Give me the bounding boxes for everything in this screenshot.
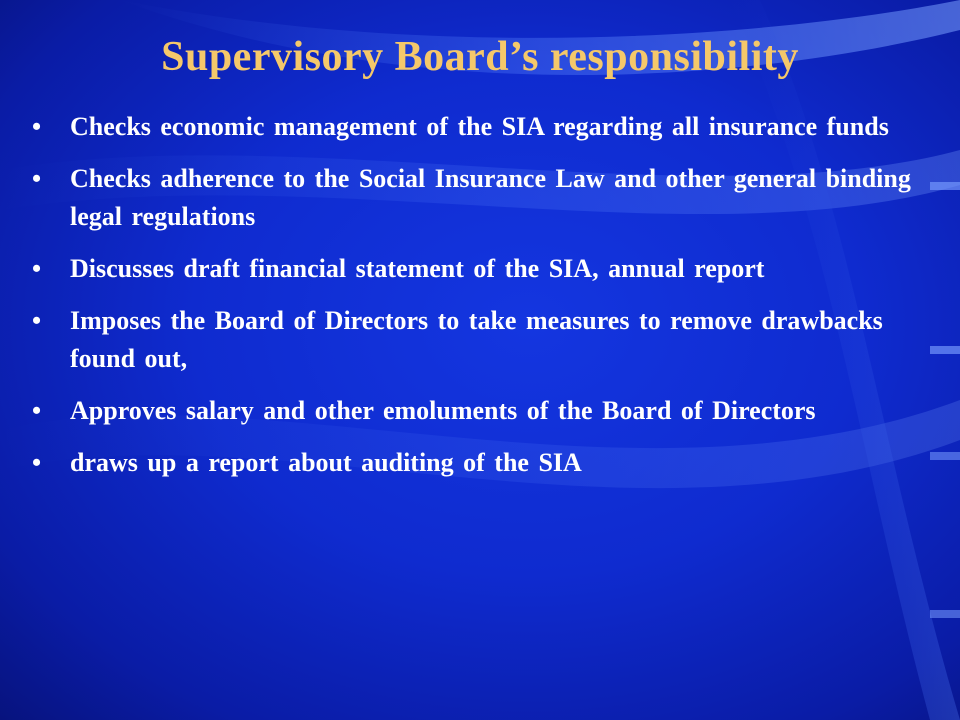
bullet-text: Imposes the Board of Directors to take measures to remove drawbacks found out,: [70, 306, 883, 373]
bullet-list: [30, 108, 950, 496]
bullet-text: draws up a report about auditing of the SIA: [70, 448, 582, 477]
bullet-icon: •: [32, 164, 42, 193]
edge-glint: [930, 610, 960, 618]
bullet-icon: •: [32, 396, 42, 425]
bullet-item: [30, 108, 950, 146]
bullet-item: [30, 250, 950, 288]
bullet-icon: •: [32, 306, 42, 335]
bullet-text: Checks economic management of the SIA regarding all insurance funds: [70, 112, 889, 141]
bullet-item: [30, 302, 950, 378]
bullet-item: [30, 392, 950, 430]
bullet-text: Discusses draft financial statement of the SIA, annual report: [70, 254, 765, 283]
bullet-icon: •: [32, 448, 42, 477]
bullet-item: [30, 160, 950, 236]
slide-title: Supervisory Board’s responsibility: [161, 34, 799, 80]
bullet-icon: •: [32, 254, 42, 283]
bullet-text: Approves salary and other emoluments of the Board of Directors: [70, 396, 816, 425]
bullet-item: [30, 444, 950, 482]
bullet-icon: •: [32, 112, 42, 141]
bullet-text: Checks adherence to the Social Insurance Law and other general binding legal regulations: [70, 164, 911, 231]
